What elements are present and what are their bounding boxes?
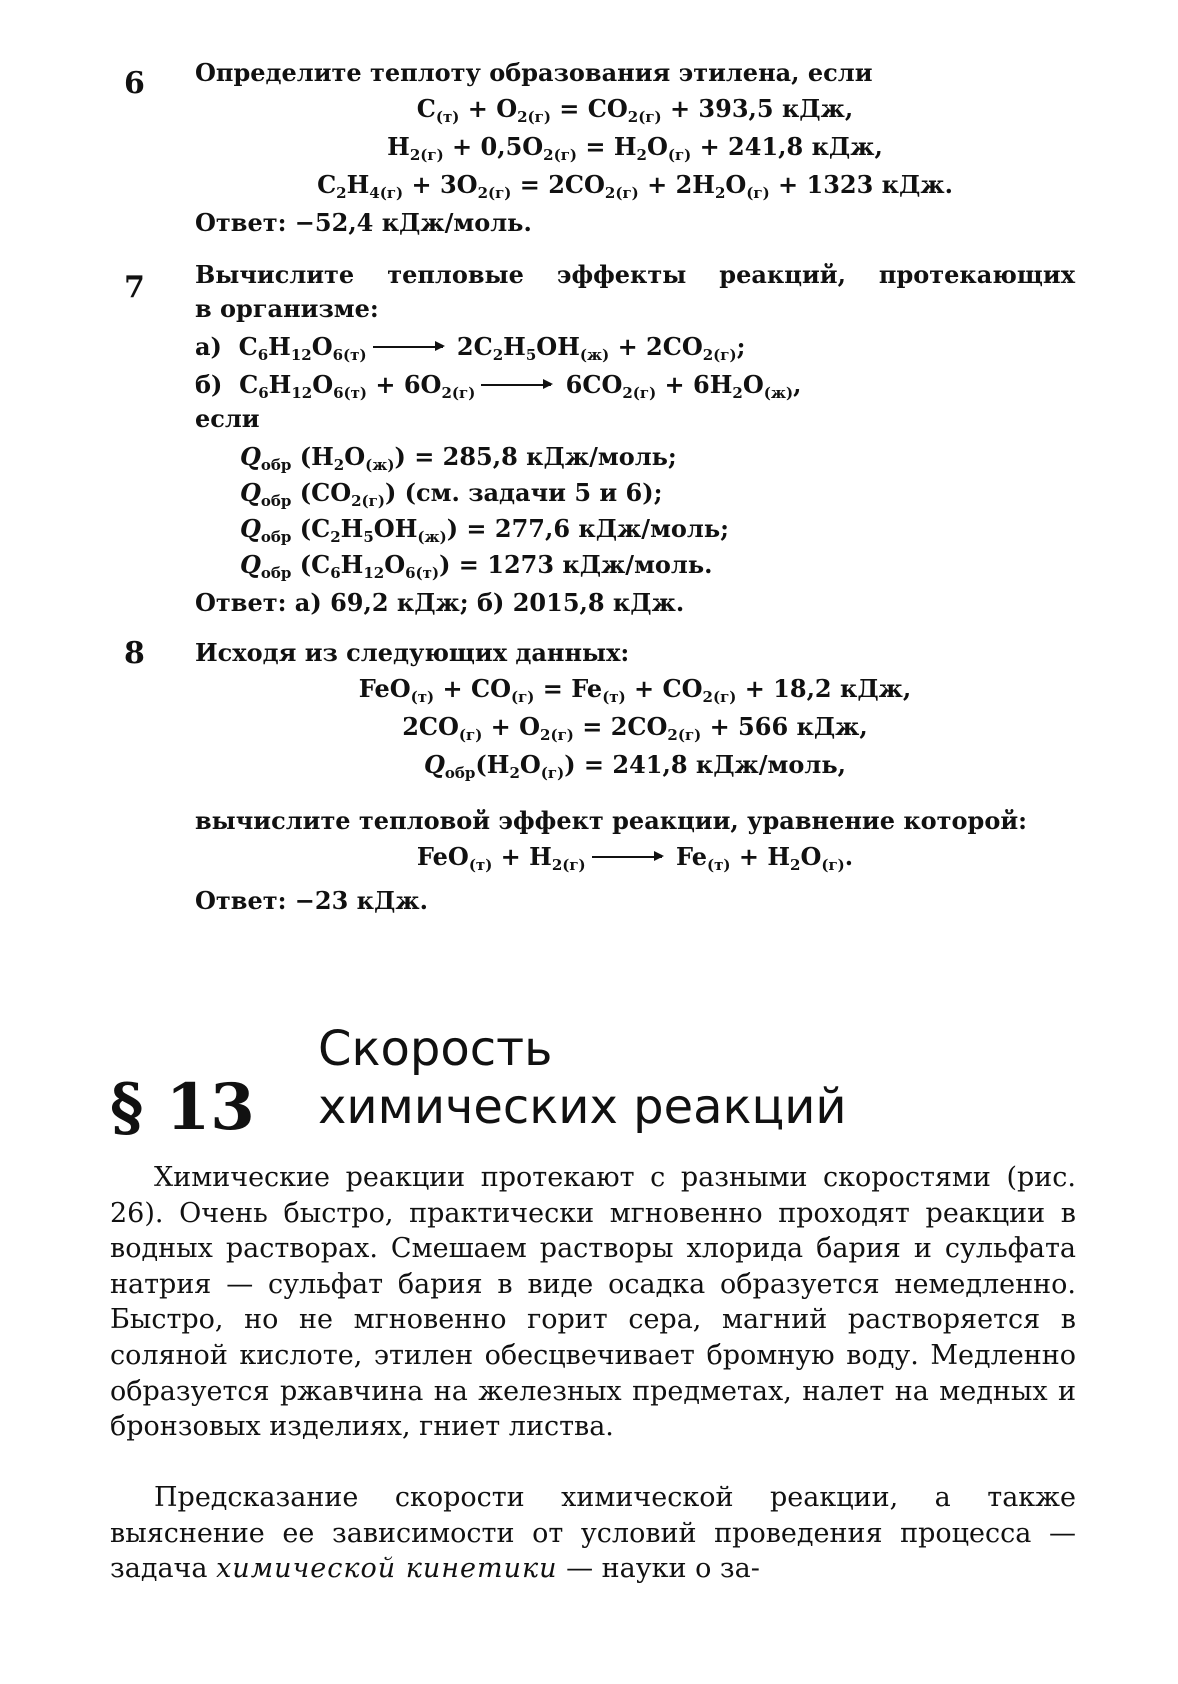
problem-text: в организме: — [195, 294, 379, 323]
equation: $2CO_{(г)} + O_{2(г)} = 2CO_{2(г)} + 566$ кДж, — [402, 712, 868, 744]
problem-text: вычислите тепловой эффект реакции, уравнение которой: — [195, 806, 1027, 835]
problem-text: Исходя из следующих данных: — [195, 638, 630, 667]
problem-text: Вычислите тепловые эффекты реакций, протекающих — [195, 260, 1075, 289]
equation: $FeO_{(т)} + CO_{(г)} = Fe_{(т)} + CO_{2(г)} + 18,2$ кДж, — [358, 674, 912, 706]
equation: $C_{(т)} + O_{2(г)} = CO_{2(г)} + 393,5$ кДж, — [416, 94, 854, 126]
equation: $Q_{обр}$ $(C_2H_5OH_{(ж)}) = 277,6$ кДж/моль; — [240, 514, 729, 546]
equation: $Q_{обр}(H_2O_{(г)}) = 241,8$ кДж/моль, — [424, 750, 846, 782]
paragraph-text: — науки о за- — [557, 1553, 760, 1585]
section-title-line: Скорость — [318, 1021, 553, 1077]
answer: Ответ: а) 69,2 кДж; б) 2015,8 кДж. — [195, 588, 685, 617]
equation: а) $C_6H_{12}O_{6(т)}$ $2C_2H_5OH_{(ж)} + 2CO_{2(г)}$; — [195, 332, 746, 364]
equation: $Q_{обр}$ $(CO_{2(г)})$ (см. задачи 5 и 6); — [240, 478, 663, 510]
emphasis-term: химической кинетики — [216, 1553, 558, 1585]
equation: б) $C_6H_{12}O_{6(т)} + 6O_{2(г)}$ $6CO_{2(г)} + 6H_2O_{(ж)}$, — [195, 370, 802, 402]
equation: $FeO_{(т)} + H_{2(г)}$ $Fe_{(т)} + H_2O_{(г)}$. — [416, 842, 854, 874]
problem-number: 6 — [124, 66, 145, 101]
section-title-line: химических реакций — [318, 1079, 847, 1135]
section-title — [318, 1020, 847, 1136]
paragraph — [110, 1160, 1076, 1445]
answer: Ответ: −52,4 кДж/моль. — [195, 208, 532, 237]
equation: $Q_{обр}$ $(H_2O_{(ж)}) = 285,8$ кДж/моль; — [240, 442, 677, 474]
paragraph-text: Химические реакции протекают с разными скоростями (рис. 26). Очень быстро, практически мгновенно проходят реакции в водных растворах. Смешаем растворы хлорида бария и сульфата натрия — сульфат бария в виде осадка образуется немедленно. Быстро, но не мгновенно горит сера, магний растворяется в соляной кислоте, этилен обесцвечивает бромную воду. Медленно образуется ржавчина на железных предметах, налет на медных и бронзовых изделиях, гниет листва. — [110, 1162, 1076, 1443]
answer: Ответ: −23 кДж. — [195, 886, 428, 915]
section-number: § 13 — [110, 1070, 255, 1145]
equation: $Q_{обр}$ $(C_6H_{12}O_{6(т)}) = 1273$ кДж/моль. — [240, 550, 713, 582]
problem-text: если — [195, 404, 260, 433]
equation: $H_{2(г)} + 0,5O_{2(г)} = H_2O_{(г)} + 241,8$ кДж, — [387, 132, 883, 164]
problem-number: 7 — [124, 270, 145, 305]
equation: $C_2H_{4(г)} + 3O_{2(г)} = 2CO_{2(г)} + 2H_2O_{(г)} + 1323$ кДж. — [317, 170, 953, 202]
paragraph — [110, 1480, 1076, 1587]
paragraph-text: Предсказание скорости химической реакции, а также выяснение ее зависимости от условий проведения процесса — задача — [110, 1482, 1076, 1585]
problem-number: 8 — [124, 636, 145, 671]
problem-text: Определите теплоту образования этилена, если — [195, 58, 873, 87]
